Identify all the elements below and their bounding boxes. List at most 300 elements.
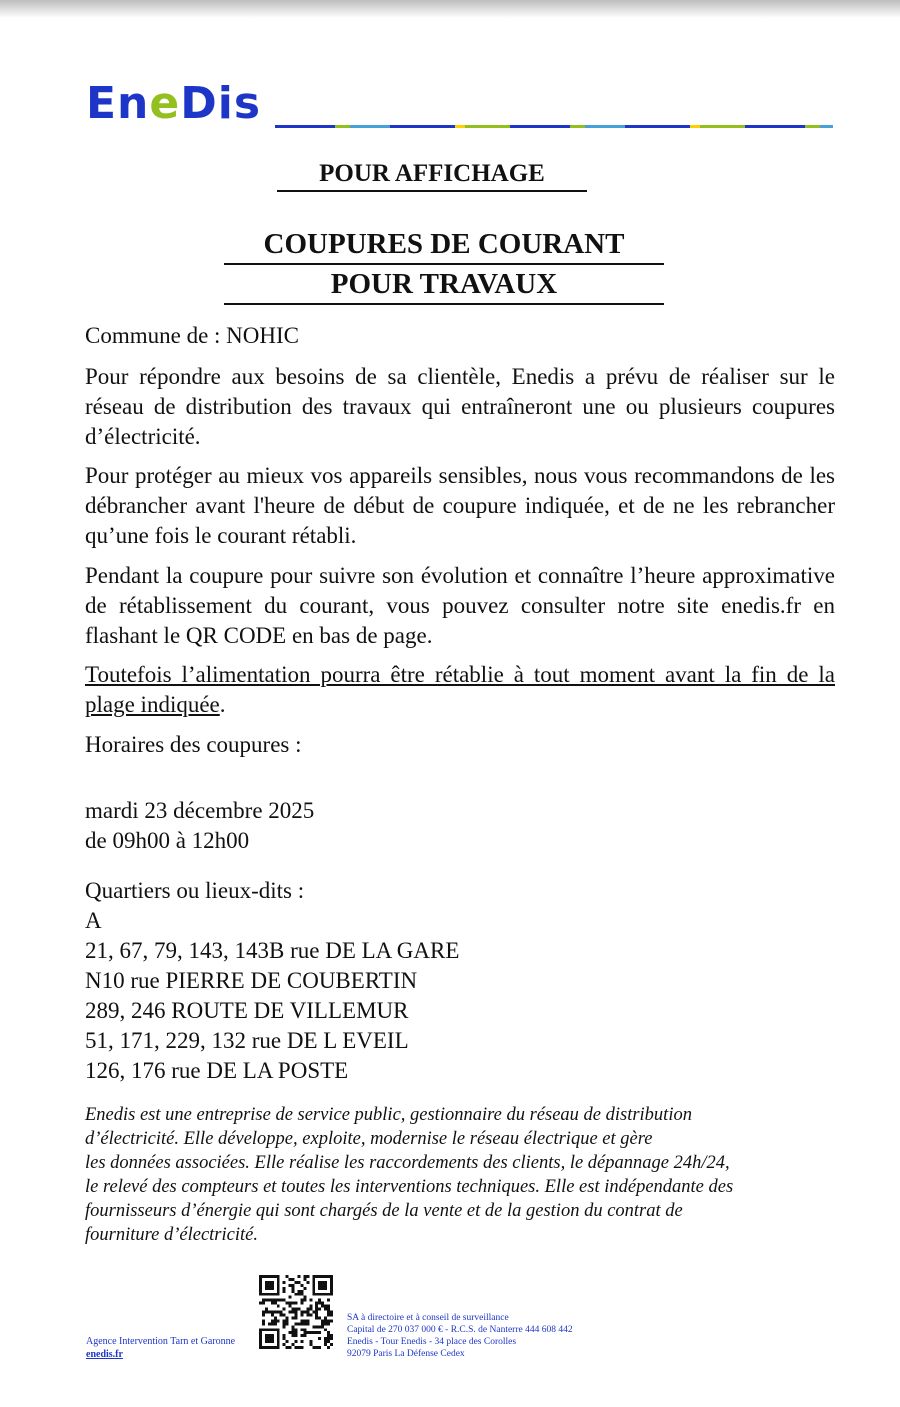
qr-module: [312, 1284, 315, 1287]
qr-module: [277, 1343, 280, 1346]
qr-module: [262, 1311, 265, 1314]
qr-module: [274, 1346, 277, 1349]
qr-module: [271, 1311, 274, 1314]
qr-module: [306, 1311, 309, 1314]
qr-module: [295, 1328, 298, 1331]
qr-module: [303, 1278, 306, 1281]
qr-module: [312, 1278, 315, 1281]
qr-module: [268, 1284, 271, 1287]
qr-module: [292, 1343, 295, 1346]
qr-module: [277, 1290, 280, 1293]
title-line-2: POUR TRAVAUX: [224, 265, 664, 305]
qr-module: [292, 1284, 295, 1287]
qr-module: [318, 1293, 321, 1296]
qr-module: [283, 1337, 286, 1340]
qr-module: [330, 1290, 333, 1293]
qr-module: [271, 1334, 274, 1337]
qr-module: [295, 1302, 298, 1305]
paragraph-4: Toutefois l’alimentation pourra être rétablie à tout moment avant la fin de la plage indiquée.: [85, 662, 835, 717]
qr-module: [286, 1340, 289, 1343]
qr-module: [274, 1319, 277, 1322]
qr-module: [312, 1287, 315, 1290]
qr-module: [297, 1290, 300, 1293]
qr-module: [289, 1331, 292, 1334]
logo-text-accent: e: [149, 78, 181, 129]
qr-module: [295, 1334, 298, 1337]
qr-module: [297, 1293, 300, 1296]
qr-module: [303, 1299, 306, 1302]
qr-module: [327, 1305, 330, 1308]
qr-module: [321, 1302, 324, 1305]
outage-schedule: [85, 796, 835, 856]
qr-module: [324, 1281, 327, 1284]
qr-module: [292, 1290, 295, 1293]
qr-module: [324, 1287, 327, 1290]
qr-module: [300, 1328, 303, 1331]
qr-module: [274, 1322, 277, 1325]
qr-module: [330, 1284, 333, 1287]
qr-module: [265, 1287, 268, 1290]
qr-module: [271, 1346, 274, 1349]
qr-module: [277, 1346, 280, 1349]
qr-module: [300, 1290, 303, 1293]
qr-module: [321, 1293, 324, 1296]
qr-module: [271, 1284, 274, 1287]
qr-module: [318, 1337, 321, 1340]
qr-module: [292, 1325, 295, 1328]
qr-module: [303, 1275, 306, 1278]
qr-module: [318, 1281, 321, 1284]
qr-module: [330, 1278, 333, 1281]
qr-module: [286, 1346, 289, 1349]
qr-module: [283, 1287, 286, 1290]
qr-module: [303, 1331, 306, 1334]
qr-module: [277, 1284, 280, 1287]
qr-module: [324, 1322, 327, 1325]
qr-module: [292, 1331, 295, 1334]
qr-module: [318, 1308, 321, 1311]
qr-module: [259, 1284, 262, 1287]
qr-module: [327, 1322, 330, 1325]
qr-module: [303, 1296, 306, 1299]
qr-module: [295, 1308, 298, 1311]
qr-module: [312, 1331, 315, 1334]
qr-module: [289, 1346, 292, 1349]
qr-module: [318, 1284, 321, 1287]
qr-module: [309, 1313, 312, 1316]
qr-module: [321, 1281, 324, 1284]
qr-module: [283, 1308, 286, 1311]
qr-module: [259, 1331, 262, 1334]
enedis-description: Enedis est une entreprise de service public, gestionnaire du réseau de distribution d’électricité. Elle développe, exploite, modernise le réseau électrique et gère les données associées. Elle réalise les raccordements des clients, le dépannage 24h/24, le relevé des compteurs et toutes les interventions techniques. Elle est indépendante des fournisseurs d’énergie qui sont chargés de la vente et de la gestion du contrat de fourniture d’électricité.: [85, 1105, 734, 1245]
qr-module: [271, 1340, 274, 1343]
qr-module: [268, 1299, 271, 1302]
qr-module: [268, 1337, 271, 1340]
qr-module: [283, 1334, 286, 1337]
qr-module: [259, 1275, 262, 1278]
qr-module: [292, 1316, 295, 1319]
qr-module: [321, 1275, 324, 1278]
qr-module: [262, 1299, 265, 1302]
qr-module: [315, 1308, 318, 1311]
qr-module: [309, 1331, 312, 1334]
commune-line: [85, 321, 835, 351]
qr-module: [303, 1319, 306, 1322]
qr-module: [268, 1334, 271, 1337]
qr-module: [268, 1346, 271, 1349]
qr-module: [265, 1346, 268, 1349]
qr-module: [321, 1305, 324, 1308]
qr-module: [271, 1302, 274, 1305]
qr-module: [259, 1293, 262, 1296]
qr-module: [277, 1334, 280, 1337]
qr-module: [297, 1281, 300, 1284]
qr-module: [327, 1313, 330, 1316]
qr-module: [289, 1305, 292, 1308]
qr-module: [292, 1287, 295, 1290]
qr-module: [289, 1284, 292, 1287]
qr-module: [315, 1311, 318, 1314]
qr-module: [286, 1302, 289, 1305]
qr-module: [324, 1337, 327, 1340]
qr-module: [324, 1316, 327, 1319]
brand-color-rule: [275, 125, 833, 128]
qr-module: [300, 1299, 303, 1302]
qr-module: [262, 1319, 265, 1322]
qr-module: [259, 1334, 262, 1337]
qr-module: [265, 1293, 268, 1296]
qr-module: [327, 1340, 330, 1343]
qr-module: [289, 1311, 292, 1314]
qr-module: [327, 1293, 330, 1296]
qr-module: [271, 1319, 274, 1322]
area-item: 289, 246 ROUTE DE VILLEMUR: [85, 998, 409, 1023]
qr-module: [283, 1281, 286, 1284]
qr-module: [271, 1275, 274, 1278]
qr-module: [295, 1293, 298, 1296]
qr-module: [315, 1302, 318, 1305]
title-line-1: COUPURES DE COURANT: [224, 225, 664, 265]
qr-module: [277, 1278, 280, 1281]
qr-module: [274, 1293, 277, 1296]
qr-module: [315, 1275, 318, 1278]
qr-module: [321, 1325, 324, 1328]
qr-module: [259, 1340, 262, 1343]
qr-module: [277, 1293, 280, 1296]
legal-info: SA à directoire et à conseil de surveillance Capital de 270 037 000 € - R.C.S. de Nanterre 444 608 442 Enedis - Tour Enedis - 34 place des Corolles 92079 Paris La Défense Cedex: [347, 1313, 573, 1359]
qr-module: [306, 1319, 309, 1322]
qr-module: [265, 1337, 268, 1340]
qr-module: [289, 1296, 292, 1299]
qr-module: [268, 1287, 271, 1290]
qr-module: [315, 1316, 318, 1319]
qr-module: [277, 1337, 280, 1340]
qr-module: [312, 1293, 315, 1296]
qr-module: [330, 1319, 333, 1322]
qr-module: [259, 1346, 262, 1349]
qr-module: [297, 1275, 300, 1278]
qr-module: [324, 1319, 327, 1322]
qr-module: [283, 1325, 286, 1328]
qr-module: [327, 1346, 330, 1349]
qr-module: [306, 1275, 309, 1278]
qr-module: [306, 1308, 309, 1311]
qr-module: [303, 1334, 306, 1337]
qr-module: [300, 1313, 303, 1316]
agency-name: Agence Intervention Tarn et Garonne: [86, 1336, 236, 1347]
qr-module: [274, 1316, 277, 1319]
qr-module: [268, 1328, 271, 1331]
qr-module: [262, 1313, 265, 1316]
qr-module: [259, 1343, 262, 1346]
qr-module: [315, 1293, 318, 1296]
qr-module: [324, 1343, 327, 1346]
qr-module: [321, 1284, 324, 1287]
qr-module: [312, 1281, 315, 1284]
qr-module: [312, 1325, 315, 1328]
qr-module: [268, 1311, 271, 1314]
qr-module: [274, 1275, 277, 1278]
area-item: 51, 171, 229, 132 rue DE L EVEIL: [85, 1028, 409, 1053]
qr-module: [265, 1311, 268, 1314]
qr-module: [295, 1331, 298, 1334]
qr-module: [283, 1299, 286, 1302]
qr-module: [286, 1316, 289, 1319]
qr-module: [292, 1302, 295, 1305]
qr-module: [303, 1328, 306, 1331]
qr-module: [262, 1275, 265, 1278]
qr-module: [297, 1308, 300, 1311]
qr-module: [315, 1325, 318, 1328]
qr-module: [277, 1287, 280, 1290]
qr-module: [300, 1334, 303, 1337]
qr-module: [289, 1278, 292, 1281]
qr-module: [315, 1331, 318, 1334]
qr-module: [274, 1311, 277, 1314]
qr-module: [265, 1334, 268, 1337]
qr-module: [330, 1337, 333, 1340]
qr-module: [300, 1340, 303, 1343]
qr-module: [327, 1337, 330, 1340]
qr-module: [318, 1275, 321, 1278]
qr-module: [309, 1340, 312, 1343]
qr-module: [330, 1343, 333, 1346]
qr-module: [271, 1322, 274, 1325]
qr-module: [295, 1313, 298, 1316]
qr-module: [312, 1290, 315, 1293]
qr-module: [265, 1281, 268, 1284]
paragraph-1: Pour répondre aux besoins de sa clientèle, Enedis a prévu de réaliser sur le réseau de distribution des travaux qui entraîneront une ou plusieurs coupures d’électricité.: [85, 364, 835, 449]
qr-module: [327, 1311, 330, 1314]
qr-module: [271, 1287, 274, 1290]
qr-module: [268, 1340, 271, 1343]
qr-module: [295, 1340, 298, 1343]
qr-module: [265, 1299, 268, 1302]
qr-module: [309, 1308, 312, 1311]
enedis-logo: [86, 78, 262, 129]
qr-module: [292, 1308, 295, 1311]
logo-text-start: En: [86, 78, 150, 129]
qr-module: [265, 1275, 268, 1278]
qr-module: [295, 1311, 298, 1314]
qr-module: [324, 1305, 327, 1308]
qr-module: [321, 1319, 324, 1322]
qr-module: [312, 1275, 315, 1278]
schedule-label: Horaires des coupures :: [85, 732, 302, 757]
website-link[interactable]: enedis.fr: [86, 1349, 123, 1360]
qr-module: [259, 1302, 262, 1305]
commune: Commune de : NOHIC: [85, 323, 300, 348]
qr-module: [327, 1299, 330, 1302]
qr-module: [324, 1340, 327, 1343]
qr-module: [268, 1275, 271, 1278]
qr-module: [324, 1284, 327, 1287]
qr-module: [268, 1322, 271, 1325]
qr-module: [292, 1334, 295, 1337]
qr-module: [262, 1293, 265, 1296]
qr-module: [315, 1346, 318, 1349]
qr-module: [318, 1299, 321, 1302]
qr-module: [265, 1284, 268, 1287]
restore-warning: Toutefois l’alimentation pourra être rétablie à tout moment avant la fin de la plage indiquée: [85, 662, 835, 717]
notice-title: [224, 225, 664, 305]
qr-module: [295, 1346, 298, 1349]
qr-module: [295, 1316, 298, 1319]
qr-module: [265, 1340, 268, 1343]
qr-module: [280, 1311, 283, 1314]
area-item: N10 rue PIERRE DE COUBERTIN: [85, 968, 418, 993]
qr-module: [280, 1299, 283, 1302]
qr-module: [292, 1278, 295, 1281]
qr-module: [277, 1319, 280, 1322]
qr-module: [327, 1275, 330, 1278]
qr-module: [259, 1278, 262, 1281]
qr-module: [303, 1287, 306, 1290]
qr-module: [312, 1311, 315, 1314]
qr-module: [300, 1346, 303, 1349]
qr-module: [327, 1319, 330, 1322]
qr-module: [277, 1305, 280, 1308]
qr-module: [271, 1313, 274, 1316]
qr-module: [295, 1322, 298, 1325]
qr-module: [277, 1281, 280, 1284]
qr-module: [262, 1346, 265, 1349]
qr-module: [292, 1311, 295, 1314]
qr-module: [309, 1299, 312, 1302]
qr-module: [259, 1290, 262, 1293]
qr-module: [309, 1343, 312, 1346]
qr-module: [300, 1322, 303, 1325]
qr-module: [324, 1275, 327, 1278]
qr-module: [300, 1311, 303, 1314]
qr-module: [318, 1325, 321, 1328]
qr-module: [297, 1346, 300, 1349]
qr-module: [318, 1346, 321, 1349]
qr-module: [327, 1334, 330, 1337]
qr-module: [300, 1319, 303, 1322]
qr-module: [330, 1334, 333, 1337]
qr-module: [289, 1302, 292, 1305]
logo-text-end: Dis: [180, 78, 262, 129]
posting-heading: POUR AFFICHAGE: [277, 160, 587, 192]
qr-module: [265, 1328, 268, 1331]
qr-module: [271, 1299, 274, 1302]
top-edge-shadow: [0, 0, 900, 18]
areas-label: Quartiers ou lieux-dits :: [85, 878, 305, 903]
qr-module: [274, 1299, 277, 1302]
qr-module: [283, 1343, 286, 1346]
paragraph-3: Pendant la coupure pour suivre son évolution et connaître l’heure approximative de rétablissement du courant, vous pouvez consulter notre site enedis.fr en flashant le QR CODE en bas de page.: [85, 563, 835, 648]
qr-module: [286, 1275, 289, 1278]
qr-module: [277, 1275, 280, 1278]
qr-module: [259, 1328, 262, 1331]
qr-module: [330, 1313, 333, 1316]
qr-module: [265, 1308, 268, 1311]
qr-module: [306, 1281, 309, 1284]
qr-module: [274, 1328, 277, 1331]
qr-code-icon[interactable]: [259, 1275, 333, 1349]
qr-module: [321, 1322, 324, 1325]
qr-module: [280, 1313, 283, 1316]
outage-time: de 09h00 à 12h00: [85, 828, 250, 853]
qr-module: [327, 1331, 330, 1334]
qr-module: [268, 1281, 271, 1284]
qr-module: [274, 1302, 277, 1305]
qr-module: [306, 1322, 309, 1325]
qr-module: [315, 1305, 318, 1308]
qr-module: [321, 1287, 324, 1290]
qr-module: [330, 1281, 333, 1284]
qr-module: [295, 1281, 298, 1284]
qr-module: [309, 1305, 312, 1308]
qr-module: [324, 1293, 327, 1296]
qr-module: [277, 1299, 280, 1302]
qr-module: [300, 1302, 303, 1305]
qr-module: [259, 1337, 262, 1340]
qr-module: [277, 1311, 280, 1314]
qr-module: [318, 1287, 321, 1290]
area-item: 21, 67, 79, 143, 143B rue DE LA GARE: [85, 938, 460, 963]
qr-module: [300, 1293, 303, 1296]
qr-module: [330, 1287, 333, 1290]
outage-date: mardi 23 décembre 2025: [85, 798, 315, 823]
qr-module: [286, 1322, 289, 1325]
qr-module: [283, 1322, 286, 1325]
qr-module: [303, 1322, 306, 1325]
qr-module: [271, 1337, 274, 1340]
paragraph-2: Pour protéger au mieux vos appareils sensibles, nous vous recommandons de les débrancher avant l'heure de début de coupure indiquée, et de ne les rebrancher qu’une fois le courant rétabli.: [85, 463, 835, 548]
qr-module: [303, 1311, 306, 1314]
qr-module: [286, 1319, 289, 1322]
qr-module: [330, 1311, 333, 1314]
qr-module: [262, 1302, 265, 1305]
area-item: A: [85, 908, 102, 933]
qr-module: [297, 1322, 300, 1325]
qr-module: [259, 1287, 262, 1290]
qr-module: [330, 1293, 333, 1296]
qr-module: [324, 1328, 327, 1331]
qr-module: [277, 1331, 280, 1334]
qr-module: [312, 1346, 315, 1349]
qr-module: [262, 1328, 265, 1331]
qr-module: [318, 1331, 321, 1334]
qr-module: [259, 1281, 262, 1284]
agency-info: [86, 1335, 276, 1361]
qr-module: [324, 1308, 327, 1311]
qr-module: [271, 1328, 274, 1331]
area-item: 126, 176 rue DE LA POSTE: [85, 1058, 349, 1083]
qr-module: [300, 1284, 303, 1287]
